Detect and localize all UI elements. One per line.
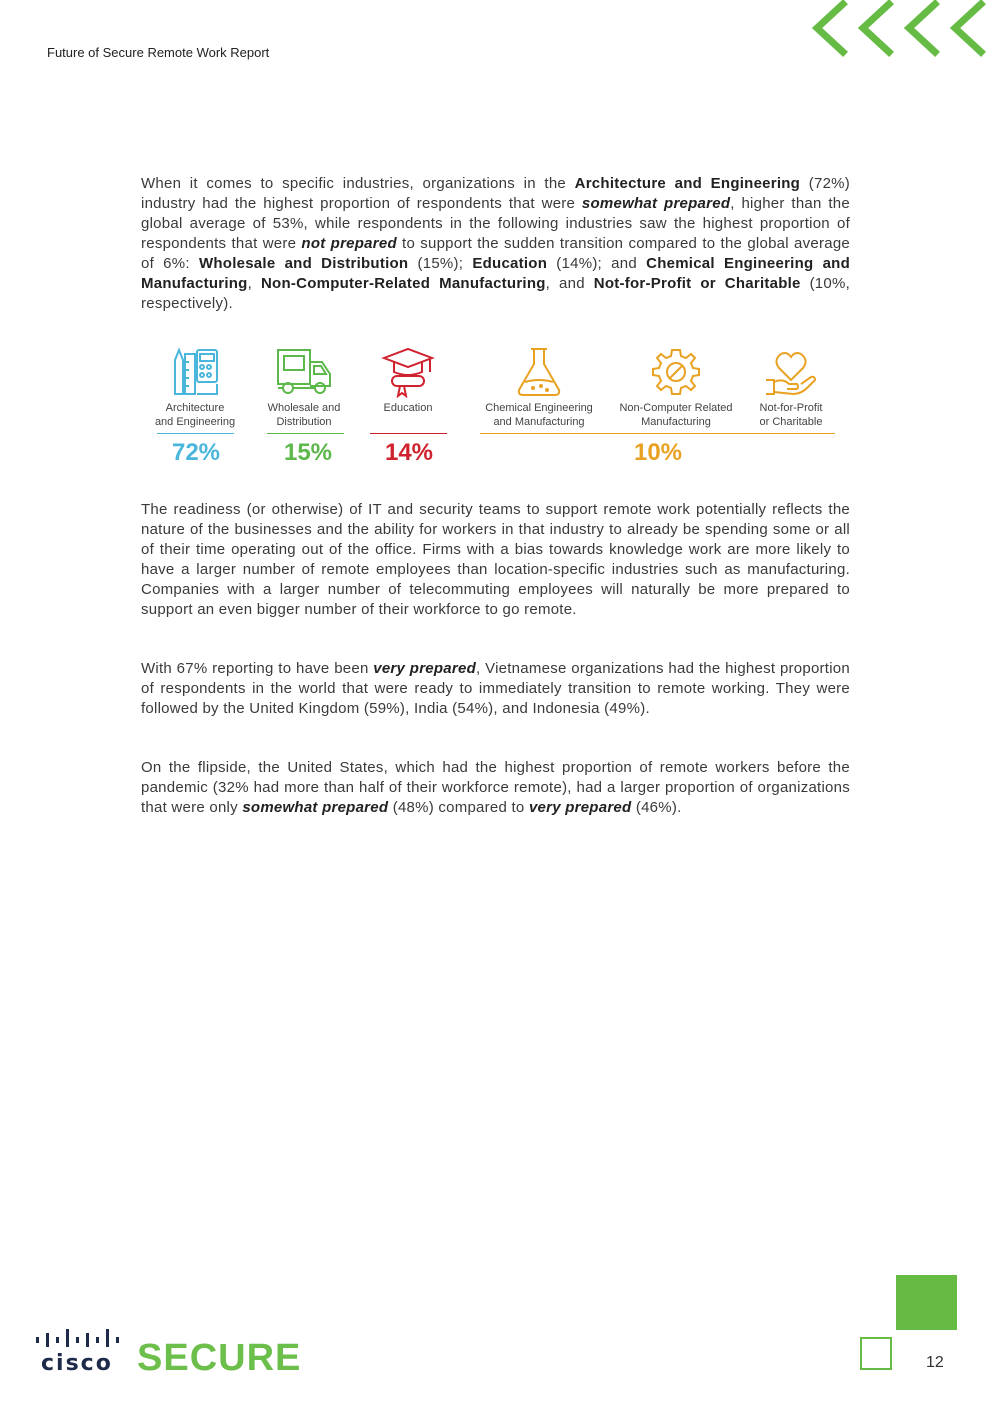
text-run: very prepared bbox=[528, 799, 632, 816]
text-run: (10%, respectively). bbox=[141, 275, 851, 312]
flask-icon bbox=[513, 346, 565, 398]
industry-architecture bbox=[145, 346, 245, 429]
cisco-logo bbox=[35, 1328, 121, 1376]
industry-nonprofit bbox=[746, 346, 836, 429]
report-title: Future of Secure Remote Work Report bbox=[47, 45, 270, 60]
industry-label: Non-Computer Related Manufacturing bbox=[619, 402, 733, 428]
industry-noncomputer bbox=[606, 346, 746, 429]
heart-hand-icon bbox=[763, 346, 819, 398]
chevron-decoration-icon bbox=[805, 0, 992, 60]
text-run: Wholesale and Distribution bbox=[198, 255, 409, 272]
text-run: Chemical Engineering and Manufacturing bbox=[141, 255, 850, 292]
paragraph-vietnam bbox=[141, 659, 850, 719]
architecture-percentage: 72% bbox=[171, 439, 221, 466]
text-run: Architecture and Engineering bbox=[574, 175, 801, 192]
education-percentage: 14% bbox=[384, 439, 434, 466]
text-run: (46%). bbox=[631, 799, 682, 816]
text-run: somewhat prepared bbox=[581, 195, 731, 212]
text-run: Non-Computer-Related Manufacturing bbox=[260, 275, 546, 292]
text-run: The readiness (or otherwise) of IT and security teams to support remote work potentially reflects the nature of the businesses and the ability for workers in that industry to already be spending some or all of their time operating out of the office. Firms with a bias towards knowledge work are more likely to have a larger number of remote employees than location-specific industries such as manufacturing. Companies with a larger number of telecommuting employees will naturally be more prepared to support an even bigger number of their workforce to go remote. bbox=[141, 501, 850, 618]
text-run: somewhat prepared bbox=[242, 799, 389, 816]
text-run: very prepared bbox=[373, 660, 476, 677]
secure-wordmark: SECURE bbox=[137, 1337, 302, 1379]
education-rule bbox=[370, 433, 447, 434]
text-run: When it comes to specific industries, organizations in the bbox=[141, 175, 575, 192]
green-square-outline bbox=[860, 1337, 892, 1370]
text-run: (48%) compared to bbox=[388, 799, 529, 816]
text-run: , and bbox=[545, 275, 594, 292]
text-run: On the flipside, the United States, which had the highest proportion of remote workers before the pandemic (32% had more than half of their workforce remote), had a larger proportion of organizations that were only bbox=[141, 759, 850, 816]
wholesale-rule bbox=[267, 433, 344, 434]
industry-label: Architecture and Engineering bbox=[154, 402, 236, 428]
wholesale-percentage: 15% bbox=[283, 439, 333, 466]
industry-wholesale bbox=[254, 346, 354, 429]
graduation-cap-icon bbox=[380, 346, 436, 398]
text-run: Not-for-Profit or Charitable bbox=[593, 275, 801, 292]
green-square-filled bbox=[896, 1275, 957, 1330]
paragraph-industries bbox=[141, 174, 850, 314]
industry-label: Education bbox=[383, 402, 433, 414]
manufacturing-group-rule bbox=[480, 433, 835, 434]
text-run: , bbox=[247, 275, 261, 292]
paragraph-united-states bbox=[141, 758, 850, 818]
industry-chemical bbox=[474, 346, 604, 429]
cisco-wordmark: cisco bbox=[41, 1351, 113, 1376]
text-run: Education bbox=[472, 255, 548, 272]
architecture-rule bbox=[157, 433, 234, 434]
text-run: , Vietnamese organizations had the highest proportion of respondents in the world that were ready to immediately transition to remote working. They were followed by the United Kingdom (59%), India (54%), and Indonesia (49%). bbox=[141, 660, 850, 717]
industry-label: Not-for-Profit or Charitable bbox=[759, 402, 823, 428]
page-number: 12 bbox=[926, 1354, 944, 1371]
gear-wrench-icon bbox=[649, 346, 703, 398]
cisco-bars-icon bbox=[35, 1328, 121, 1348]
text-run: , higher than the global average of 53%, while respondents in the following industries saw the highest proportion of respondents that were bbox=[141, 195, 850, 252]
paragraph-readiness bbox=[141, 500, 850, 620]
text-run: to support the sudden transition compared to the global average of 6%: bbox=[141, 235, 850, 272]
industry-label: Wholesale and Distribution bbox=[267, 402, 341, 428]
text-run: (72%) industry had the highest proportion of respondents that were bbox=[141, 175, 850, 212]
group-percentage: 10% bbox=[633, 439, 683, 466]
delivery-truck-icon bbox=[274, 346, 334, 398]
text-run: not prepared bbox=[301, 235, 397, 252]
ruler-calculator-icon bbox=[169, 346, 221, 398]
text-run: With 67% reporting to have been bbox=[141, 660, 374, 677]
text-run: (14%); and bbox=[547, 255, 647, 272]
industry-label: Chemical Engineering and Manufacturing bbox=[485, 402, 593, 428]
industry-education bbox=[358, 346, 458, 415]
text-run: (15%); bbox=[408, 255, 473, 272]
